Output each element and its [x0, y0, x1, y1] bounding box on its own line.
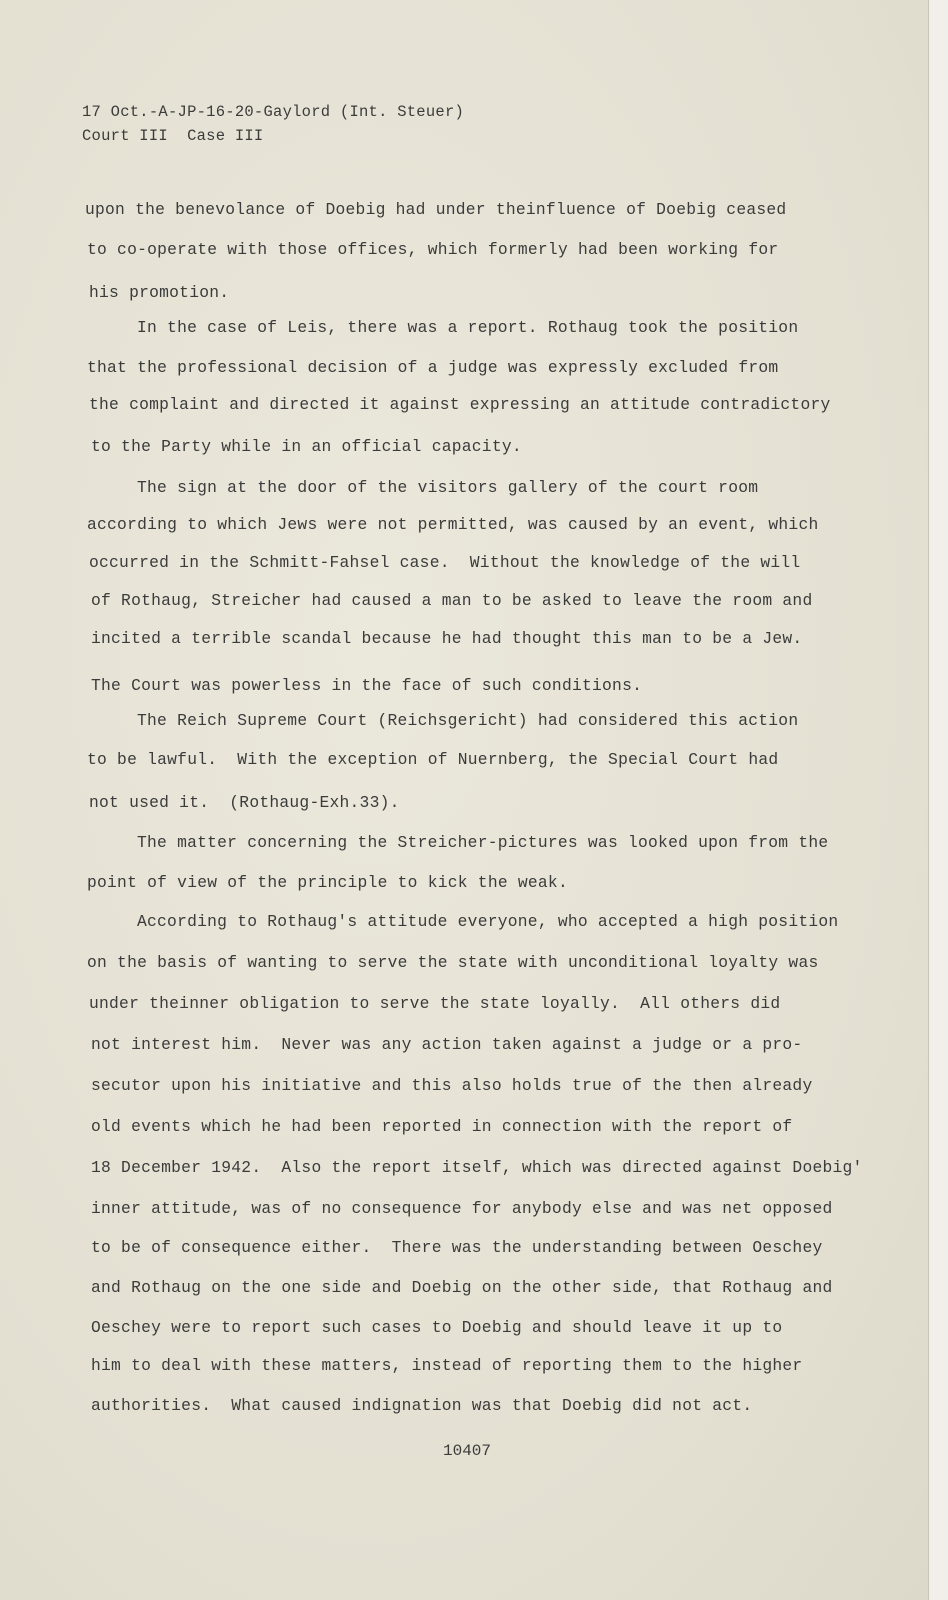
page-edge	[928, 0, 948, 1600]
paragraph-4-line: to be lawful. With the exception of Nuernberg, the Special Court had	[87, 750, 779, 769]
paragraph-1-line: his promotion.	[89, 283, 230, 302]
paragraph-6-line: old events which he had been reported in connection with the report of	[91, 1117, 793, 1136]
paragraph-6-line: 18 December 1942. Also the report itself, which was directed against Doebig'	[91, 1158, 863, 1177]
paragraph-3-line: The Court was powerless in the face of such conditions.	[91, 676, 643, 695]
paragraph-5-line: The matter concerning the Streicher-pictures was looked upon from the	[137, 833, 829, 852]
paragraph-3-line: incited a terrible scandal because he had thought this man to be a Jew.	[91, 629, 803, 648]
paragraph-1-line: upon the benevolance of Doebig had under theinfluence of Doebig ceased	[85, 200, 787, 219]
paragraph-1-line: to co-operate with those offices, which formerly had been working for	[87, 240, 779, 259]
paragraph-6-line: authorities. What caused indignation was that Doebig did not act.	[91, 1396, 753, 1415]
page-number: 10407	[443, 1442, 492, 1460]
paragraph-4-line: not used it. (Rothaug-Exh.33).	[89, 793, 400, 812]
paragraph-6-line: secutor upon his initiative and this also holds true of the then already	[91, 1076, 813, 1095]
paragraph-6-line: not interest him. Never was any action taken against a judge or a pro-	[91, 1035, 803, 1054]
header-reference-line: 17 Oct.-A-JP-16-20-Gaylord (Int. Steuer)	[82, 103, 465, 121]
paragraph-6-line: him to deal with these matters, instead of reporting them to the higher	[91, 1356, 803, 1375]
paragraph-3-line: of Rothaug, Streicher had caused a man to be asked to leave the room and	[91, 591, 813, 610]
paragraph-6-line: to be of consequence either. There was the understanding between Oeschey	[91, 1238, 823, 1257]
paragraph-6-line: According to Rothaug's attitude everyone, who accepted a high position	[137, 912, 839, 931]
paragraph-6-line: on the basis of wanting to serve the state with unconditional loyalty was	[87, 953, 819, 972]
paragraph-2-line: to the Party while in an official capacity.	[91, 437, 522, 456]
paragraph-6-line: inner attitude, was of no consequence for anybody else and was net opposed	[91, 1199, 833, 1218]
paragraph-6-line: under theinner obligation to serve the state loyally. All others did	[89, 994, 781, 1013]
paragraph-6-line: Oeschey were to report such cases to Doebig and should leave it up to	[91, 1318, 783, 1337]
paragraph-5-line: point of view of the principle to kick the weak.	[87, 873, 568, 892]
header-court-case-line: Court III Case III	[82, 127, 264, 145]
paragraph-3-line: The sign at the door of the visitors gallery of the court room	[137, 478, 759, 497]
paragraph-3-line: according to which Jews were not permitted, was caused by an event, which	[87, 515, 819, 534]
paragraph-2-line: In the case of Leis, there was a report. Rothaug took the position	[137, 318, 799, 337]
paragraph-2-line: the complaint and directed it against expressing an attitude contradictory	[89, 395, 831, 414]
paragraph-4-line: The Reich Supreme Court (Reichsgericht) had considered this action	[137, 711, 799, 730]
paragraph-6-line: and Rothaug on the one side and Doebig on the other side, that Rothaug and	[91, 1278, 833, 1297]
paragraph-3-line: occurred in the Schmitt-Fahsel case. Without the knowledge of the will	[89, 553, 801, 572]
paragraph-2-line: that the professional decision of a judge was expressly excluded from	[87, 358, 779, 377]
